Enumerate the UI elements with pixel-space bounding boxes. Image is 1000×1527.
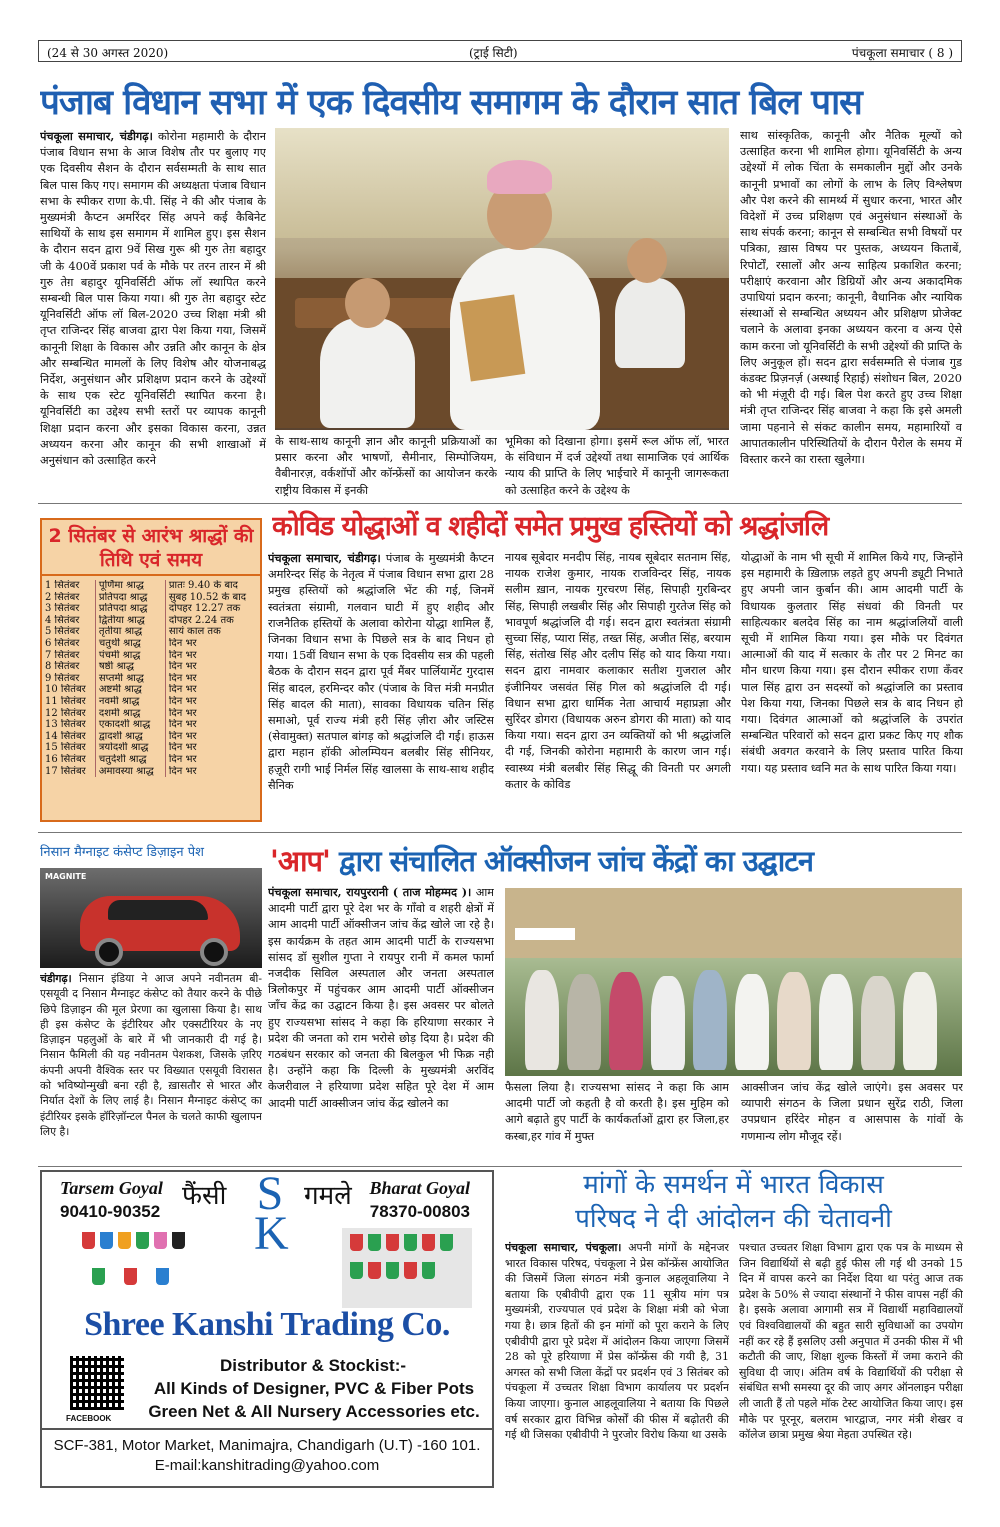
shraddh-tithi: एकादशी श्राद्ध bbox=[95, 719, 165, 731]
story4-col1-text: अपनी मांगों के मद्देनजर भारत विकास परिषद, पंचकूला ने प्रेस कॉन्फ्रेंस आयोजित की जिसमें जिला संगठन मंत्री कुनाल अहलूवालिया ने बताया कि एबीवीपी द्वारा एक 11 सूत्रीय मांग पत्र मुख्यमंत्री, राज्यपाल एवं प्रदेश के शिक्षा मंत्री को भेजा गया है। छात्र हितों की इन मांगों को पूरा कराने के लिए एबीवीपी द्वारा पूरे प्रदेश में आंदोलन किया जाएगा जिसमें 28 को पूरे हरियाणा में प्रेस कॉन्फ्रेंस की गयी है, 31 अगस्त को सभी जिला केंद्रों पर प्रदर्शन एवं 3 सितंबर को पंचकूला में उच्चतर शिक्षा विभाग कार्यालय पर प्रदर्शन किया जाएगा। कुनाल आहलूवालिया ने बताया कि पिछले वर्ष सरकार द्वारा विभिन्न कोर्सों की फीस में बढ़ोतरी की गई थी जिसका एबीवीपी ने पुरजोर विरोध किया था उसके bbox=[505, 1241, 729, 1442]
shraddh-date: 2 सितंबर bbox=[42, 592, 95, 604]
story3-col2: फैसला लिया है। राज्यसभा सांसद ने कहा कि आम आदमी पार्टी जो कहती है वो करती है। इस मुहिम को आगे बढ़ाते हुए पार्टी के कार्यकर्ताओं द्वारा हर जिला,हर कस्बा,हर गांव में मुफ्त bbox=[505, 1081, 729, 1143]
shraddh-time: दिन भर bbox=[168, 637, 197, 649]
ad-monogram-k: K bbox=[254, 1207, 289, 1260]
shraddh-row bbox=[42, 650, 260, 662]
ad-address: SCF-381, Motor Market, Manimajra, Chandigarh (U.T) -160 101. bbox=[53, 1437, 481, 1454]
shraddh-tithi: अमावस्या श्राद्ध bbox=[95, 766, 165, 778]
shraddh-box bbox=[40, 518, 262, 822]
shraddh-time: दिन भर bbox=[168, 649, 197, 661]
story3-col1 bbox=[268, 884, 494, 1162]
shraddh-time: दिन भर bbox=[168, 661, 197, 673]
masthead-section: (ट्राई सिटी) bbox=[469, 46, 518, 60]
shraddh-date: 8 सितंबर bbox=[42, 661, 95, 673]
shraddh-time: दिन भर bbox=[168, 765, 197, 777]
story2-col2: नायब सूबेदार मनदीप सिंह, नायब सूबेदार सतनाम सिंह, नायक राजेश कुमार, नायक राजविन्दर सिंह, नायक सलीम ख़ान, नायक गुरचरण सिंह, सिपाही गुरबिन्दर सिंह, सिपाही लखबीर सिंह और सिपाही गुरतेज सिंह को भावपूर्ण श्रद्धांजलि दी गई। सदन द्वारा स्वतंत्रता संग्रामी सुच्चा सिंह, प्यारा सिंह, तख्त सिंह, अजीत सिंह, बरयाम सिंह, संतोख सिंह और दलीप सिंह को याद किया गया। सदन द्वारा नामवार कलाकार सतीश गुजराल और इंजीनियर जसवंत सिंह गिल को श्रद्धांजलि दी गई। विधान सभा द्वारा धार्मिक नेता आचार्य महाप्रज्ञा और सुरिंदर डोगरा (विधायक अरुन डोगरा की माता) को याद किया गया। सदन द्वारा उन व्यक्तियों को भी श्रद्धांजलि दी गई, जिनकी कोरोना महामारी के कारण जान गई। स्वास्थ्य मंत्री बलबीर सिंह सिद्धू की विनती पर अगली कतार के कोविड bbox=[505, 551, 731, 791]
nissan-car-photo bbox=[40, 868, 262, 968]
ad-qr-code bbox=[70, 1356, 124, 1410]
shraddh-date: 15 सितंबर bbox=[42, 742, 95, 754]
ad-company: Shree Kanshi Trading Co. bbox=[84, 1306, 450, 1343]
shraddh-date: 10 सितंबर bbox=[42, 684, 95, 696]
shraddh-date: 5 सितंबर bbox=[42, 626, 95, 638]
story2-col3: योद्धाओं के नाम भी सूची में शामिल किये गए, जिन्होंने इस महामारी के ख़िलाफ़ लड़ते हुए अपनी ड्यूटी निभाते हुए अपनी जान कुर्बान की। आम आदमी पार्टी के विधायक कुलतार सिंह संधवां की विनती पर साहित्यकार बलदेव सिंह का नाम श्रद्धांजलियों वाली सूची में शामिल किया गया। इस मौके पर दिवंगत आत्माओं की याद में सत्कार के तौर पर 2 मिनट का मौन धारण किया गया। इस दौरान स्पीकर राणा कँवर पाल सिंह द्वारा उन सदस्यों को श्रद्धांजलि का प्रस्ताव पेश किया गया, जिनका पिछले सत्र के बाद निधन हो गया। दिवंगत आत्माओं को श्रद्धांजलि के उपरांत सम्बन्धित परिवारों को सदन द्वारा प्रकट किए गए शौक संबंधी अवगत करवाने के लिए प्रस्ताव पारित किया गया। यह प्रस्ताव ध्वनि मत के साथ पारित किया गया। bbox=[741, 551, 963, 775]
ad-pots-left bbox=[80, 1228, 200, 1308]
shraddh-row bbox=[42, 766, 260, 778]
shraddh-tithi: तृतीया श्राद्ध bbox=[95, 626, 165, 638]
ad-line2: All Kinds of Designer, PVC & Fiber Pots bbox=[153, 1379, 475, 1398]
shraddh-tithi: चतुर्थी श्राद्ध bbox=[95, 638, 165, 650]
shraddh-date: 1 सितंबर bbox=[42, 580, 95, 592]
shraddh-tithi: चतुर्दशी श्राद्ध bbox=[95, 754, 165, 766]
ad-word2: गमले bbox=[304, 1181, 352, 1211]
shraddh-row bbox=[42, 731, 260, 743]
shraddh-tithi: त्रयोदशी श्राद्ध bbox=[95, 742, 165, 754]
ad-right-phone: 78370-00803 bbox=[369, 1202, 470, 1221]
story2-dateline: पंचकूला समाचार, चंडीगढ़। bbox=[268, 551, 381, 565]
story1-col2: के साथ-साथ कानूनी ज्ञान और कानूनी प्रक्रियाओं का प्रसार करना और भाषणों, सैमीनार, सिम्पोजियम, वैबीनारज़, वर्कशॉपों और कॉन्फ्रेंसों का आयोजन करके राष्ट्रीय विकास में इनकी bbox=[275, 435, 497, 497]
shraddh-row bbox=[42, 708, 260, 720]
shraddh-time: प्रातः 9.40 के बाद bbox=[168, 580, 238, 591]
shraddh-time: दिन भर bbox=[168, 707, 197, 719]
story1-col3: भूमिका को दिखाना होगा। इसमें रूल ऑफ लॉ, भारत के संविधान में दर्ज उद्देश्यों तथा सामाजिक एवं आर्थिक न्याय की प्राप्ति के लिए भाईचारे में कानूनी जागरूकता को उत्साहित करने के उद्देश्य के bbox=[505, 435, 729, 497]
shraddh-table bbox=[42, 580, 260, 777]
shraddh-tithi: षष्ठी श्राद्ध bbox=[95, 661, 165, 673]
nissan-story bbox=[40, 971, 262, 1161]
masthead-date: (24 से 30 अगस्त 2020) bbox=[47, 46, 169, 60]
ad-left-name: Tarsem Goyal bbox=[60, 1178, 163, 1198]
shraddh-row bbox=[42, 684, 260, 696]
story3-col3: आक्सीजन जांच केंद्र खोले जाएंगे। इस अवसर पर व्यापारी संगठन के जिला प्रधान सुरेंद्र राठी, जिला उपप्रधान हरिंदेर मोहन व आसपास के गांवों के गणमान्य लोग मौजूद रहें। bbox=[741, 1081, 963, 1143]
shraddh-row bbox=[42, 626, 260, 638]
story1-headline: पंजाब विधान सभा में एक दिवसीय समागम के दौरान सात बिल पास bbox=[40, 83, 862, 123]
story3-headline-row bbox=[270, 840, 962, 884]
shraddh-tithi: पंचमी श्राद्ध bbox=[95, 650, 165, 662]
shraddh-time: दिन भर bbox=[168, 742, 197, 754]
nissan-title: निसान मैग्नाइट कंसेप्ट डिज़ाइन पेश bbox=[40, 845, 204, 860]
shraddh-tithi: नवमी श्राद्ध bbox=[95, 696, 165, 708]
shraddh-time: सायं काल तक bbox=[168, 626, 221, 638]
shraddh-time: सुबह 10.52 के बाद bbox=[168, 591, 247, 603]
shraddh-date: 9 सितंबर bbox=[42, 673, 95, 685]
shraddh-row bbox=[42, 615, 260, 627]
shraddh-date: 17 सितंबर bbox=[42, 766, 95, 778]
oxygen-centre-photo bbox=[505, 888, 962, 1076]
divider bbox=[38, 1166, 962, 1167]
ad-word1: फैंसी bbox=[182, 1181, 227, 1211]
shraddh-row bbox=[42, 592, 260, 604]
ad-right-name: Bharat Goyal bbox=[369, 1178, 470, 1198]
story4-col1 bbox=[505, 1240, 729, 1490]
ad-line3: Green Net & All Nursery Accessories etc. bbox=[148, 1402, 480, 1421]
story4-headline bbox=[505, 1168, 962, 1238]
shraddh-date: 4 सितंबर bbox=[42, 615, 95, 627]
story1-col1-text: कोरोना महामारी के दौरान पंजाब विधान सभा के आज विशेष तौर पर बुलाए गए एक दिवसीय सैशन के दौरान सर्वसम्मती के साथ सात बिल पास किए गए। समागम की अध्यक्षता पंजाब विधान सभा के स्पीकर राणा के.पी. सिंह ने की और पंजाब के मुख्यमंत्री कैप्टन अमरिंदर सिंह अपने कई कैबिनेट साथियों के साथ इस समागम में शामिल हुए। इस सैशन के दौरान सदन द्वारा 9वें सिख गुरू श्री गुरु तेग़ बहादुर जी के 400वें प्रकाश पर्व के मौके पर तरन तारन में श्री गुरु तेग़ बहादुर यूनिवर्सिटी ऑफ लॉ स्थापित करने सम्बन्धी बिल पास किया गया। श्री गुरु तेग़ बहादुर स्टेट यूनिवर्सिटी ऑफ लॉ बिल-2020 उच्च शिक्षा मंत्री श्री तृप्त राजिन्दर सिंह बाजवा द्वारा पेश किया गया, जिसमें कानूनी शिक्षा के विकास और उन्नति और कानून के क्षेत्र और सम्बन्धित मामलों के लिए विशेष और योजनाबद्ध निर्देश, अनुसंधान और प्रशिक्षण प्रदान करने के उद्देश्यों के साथ एक स्टेट यूनिवर्सिटी स्थापित करना है। यूनिवर्सिटी का उद्देश्य सभी स्तरों पर व्यापक कानूनी शिक्षा प्रदान करना और इसका विकास करना, उन्नत अध्ययन करना और कानून की सभी शाखाओं में अनुसंधान को उत्साहित करने bbox=[40, 130, 266, 468]
shraddh-row bbox=[42, 742, 260, 754]
nissan-badge: MAGNITE bbox=[45, 872, 87, 881]
shraddh-title: 2 सितंबर से आरंभ श्राद्धों की तिथि एवं समय bbox=[42, 520, 260, 576]
ad-pots-right bbox=[342, 1228, 472, 1308]
ad-line1: Distributor & Stockist:- bbox=[219, 1356, 407, 1375]
story4-headline-line1: मांगों के समर्थन में भारत विकास bbox=[583, 1170, 884, 1200]
ad-qr-caption: FACEBOOK bbox=[66, 1414, 112, 1423]
shraddh-date: 14 सितंबर bbox=[42, 731, 95, 743]
story3-col1-text: आम आदमी पार्टी द्वारा पूरे देश भर के गाँवो व शहरी क्षेत्रों में आम आदमी पार्टी ऑक्सीजन जांच केंद्र खोले जा रहे है। इस कार्यक्रम के तहत आम आदमी पार्टी के राज्यसभा सांसद डॉ सुशील गुप्ता ने रायपुर रानी में कमल फार्मा नजदीक सिविल अस्पताल और जनता अस्पताल त्रिलोकपुर में पहुंचकर आम आदमी पार्टी ऑक्सीजन जाँच केंद्र का उद्घाटन किया है। इस अवसर पर बोलते हुए राज्यसभा सांसद ने कहा कि हरियाणा सरकार ने प्रदेश की जनता को राम भरोसे छोड़ दिया है। प्रदेश की गठबंधन सरकार को जनता की बिलकुल भी फिक्र नही है। उन्होंने कहा कि दिल्ली के मुख्यमंत्री अरविंद केजरीवाल ने हरियाणा प्रदेश सहित पूरे देश में आम आदमी पार्टी आक्सीजन जांच केंद्र खोलने का bbox=[268, 886, 494, 1110]
story1-col1 bbox=[40, 128, 266, 496]
shraddh-date: 6 सितंबर bbox=[42, 638, 95, 650]
assembly-photo bbox=[275, 128, 729, 430]
shraddh-tithi: अष्टमी श्राद्ध bbox=[95, 684, 165, 696]
shraddh-date: 16 सितंबर bbox=[42, 754, 95, 766]
shraddh-tithi: दशमी श्राद्ध bbox=[95, 708, 165, 720]
story1-dateline: पंचकूला समाचार, चंडीगढ़। bbox=[40, 129, 153, 143]
shraddh-time: दिन भर bbox=[168, 695, 197, 707]
shraddh-row bbox=[42, 603, 260, 615]
ad-monogram bbox=[254, 1170, 289, 1264]
shraddh-date: 7 सितंबर bbox=[42, 650, 95, 662]
shraddh-tithi: सप्तमी श्राद्ध bbox=[95, 673, 165, 685]
story3-headline: द्वारा संचालित ऑक्सीजन जांच केंद्रों का उद्घाटन bbox=[338, 844, 813, 878]
shraddh-time: दिन भर bbox=[168, 684, 197, 696]
shraddh-time: दिन भर bbox=[168, 753, 197, 765]
ad-monogram-s: S bbox=[256, 1170, 284, 1220]
shraddh-row bbox=[42, 696, 260, 708]
shraddh-row bbox=[42, 638, 260, 650]
story4-dateline: पंचकूला समाचार, पंचकूला। bbox=[505, 1241, 622, 1254]
divider bbox=[38, 832, 962, 833]
shraddh-tithi: द्वितीया श्राद्ध bbox=[95, 615, 165, 627]
shraddh-time: दोपहर 12.27 तक bbox=[168, 603, 241, 615]
shraddh-row bbox=[42, 580, 260, 592]
masthead bbox=[38, 40, 962, 62]
ad-email: E-mail:kanshitrading@yahoo.com bbox=[154, 1457, 380, 1474]
shraddh-tithi: प्रतिपदा श्राद्ध bbox=[95, 592, 165, 604]
shraddh-date: 13 सितंबर bbox=[42, 719, 95, 731]
ad-footer bbox=[42, 1428, 492, 1486]
shraddh-row bbox=[42, 719, 260, 731]
shraddh-time: दोपहर 2.24 तक bbox=[168, 614, 234, 626]
shraddh-tithi: पूर्णिमा श्राद्ध bbox=[95, 580, 165, 592]
ad-left-phone: 90410-90352 bbox=[60, 1202, 161, 1221]
shraddh-row bbox=[42, 754, 260, 766]
story1-col4: साथ सांस्कृतिक, कानूनी और नैतिक मूल्यों को उत्साहित करना भी शामिल होगा। यूनिवर्सिटी के अन्य उद्देश्यों में लोक चिंता के समकालीन मुद्दों और उनके कानूनी प्रभावों का लोगों के लाभ के लिए विश्लेषण और पेश करने की सामर्थ्य में सुधार करना, भारत और विदेशों में उच्च प्रशिक्षण एवं अनुसंधान संस्थाओं के साथ संपर्क करना; कानून से सम्बन्धित सभी विषयों पर पत्रिका, ख़ास विषय पर पुस्तक, अध्ययन किताबें, रिपोर्टों, रसालों और अन्य साहित्य प्रकाशित करना; परीक्षाएं करवाना और डिग्रियों और अन्य अकादमिक उपाधियां प्रदान करना; कानूनी, वैधानिक और न्यायिक संस्थाओं से सम्बन्धित अध्ययन और प्रशिक्षण प्रोजेक्ट चलाने के अलावा इनका अध्ययन करना व अन्य ऐसे काम करना जो यूनिवर्सिटी के सभी उद्देश्यों की प्राप्ति के लिए अनुकूल हों। सदन द्वारा सर्वसम्मति से पंजाब गुड कंडक्ट प्रिज़नर्ज़ (अस्थाई रिहाई) संशोधन बिल, 2020 को भी मंज़ूरी दी गई। बिल पेश करते हुए उच्च शिक्षा मंत्री तृप्त राजिन्दर सिंह बाजवा ने कहा कि इसे अमली जामा पहनाने से संकट कालीन समय, महामारियों व आपातकालीन परिस्थितियों के दौरान पैरोल के समय में विस्तार करने का रास्ता खुलेगा। bbox=[740, 129, 962, 467]
shraddh-tithi: प्रतिपदा श्राद्ध bbox=[95, 603, 165, 615]
story4-headline-line2: परिषद ने दी आंदोलन की चेतावनी bbox=[575, 1204, 892, 1234]
shraddh-time: दिन भर bbox=[168, 719, 197, 731]
shraddh-date: 3 सितंबर bbox=[42, 603, 95, 615]
shraddh-tithi: द्वादशी श्राद्ध bbox=[95, 731, 165, 743]
story3-dateline: पंचकूला समाचार, रायपुररानी ( ताज मोहम्मद )। bbox=[268, 885, 472, 899]
shraddh-time: दिन भर bbox=[168, 730, 197, 742]
divider bbox=[38, 503, 962, 504]
masthead-paper: पंचकूला समाचार ( 8 ) bbox=[851, 46, 953, 60]
shraddh-time: दिन भर bbox=[168, 672, 197, 684]
nissan-dateline: चंडीगढ़। bbox=[40, 972, 72, 985]
story2-col1 bbox=[268, 550, 494, 824]
shraddh-row bbox=[42, 661, 260, 673]
story4-col2: पश्चात उच्चतर शिक्षा विभाग द्वारा एक पत्र के माध्यम से जिन विद्यार्थियों से बढ़ी हुई फीस ली गई थी उनको 15 दिन में वापस करने का निर्देश दिया था परंतु आज तक प्रदेश के 50% से ज्यादा संस्थानों ने फीस वापस नहीं की है। इसके अलावा आगामी सत्र में विद्यार्थी महाविद्यालयों एवं विश्वविद्यालयों की बहुत सारी सुविधाओं का उपयोग नहीं कर रहे हैं इसलिए उसी अनुपात में उनकी फीस में भी कटौती की जाए, शिक्षा शुल्क किस्तों में जमा कराने की सुविधा दी जाए। अंतिम वर्ष के विद्यार्थियों की परीक्षा से संबंधित सभी समस्या दूर की जाए अगर ऑनलाइन परीक्षा ली जाती हैं तो पहले मॉक टेस्ट आयोजित किया जाए। इस मौके पर पूरनूर, बलराम भारद्वाज, नगर मंत्री शेखर व कॉलेज छात्रा प्रमुख श्रेया मेहता उपस्थित रहे। bbox=[739, 1241, 963, 1442]
shraddh-date: 12 सितंबर bbox=[42, 708, 95, 720]
shraddh-date: 11 सितंबर bbox=[42, 696, 95, 708]
story3-headline-quote: 'आप' bbox=[270, 844, 330, 878]
nissan-body: निसान इंडिया ने आज अपने नवीनतम बी-एसयूवी द निसान मैग्नाइट कंसेप्ट को तैयार करने के पीछे छिपे डिज़ाइन की मूल प्रेरणा का खुलासा किया है। साथ ही इस कंसेप्ट के इंटीरियर और एक्सटीरियर के नए डिज़ाइन पहलुओं के बारे में भी जानकारी दी गई है। निसान फैमिली की यह नवीनतम पेशकश, जिसके ज़रिए कंपनी अपनी वैश्विक स्तर पर विख्यात एसयूवी विरासत को भविष्योन्मुखी बना रही है, ख़ासतौर से भारत और निर्यात देशों के लिए लाई है। निसान मैग्नाइट कंसेप्ट् का इंटीरियर इसके हॉरिज़ॉन्टल पैनल के चलते काफी खुलापन लिए है। bbox=[40, 972, 262, 1138]
story2-headline: कोविड योद्धाओं व शहीदों समेत प्रमुख हस्तियों को श्रद्धांजलि bbox=[272, 511, 829, 542]
shraddh-row bbox=[42, 673, 260, 685]
story2-col1-text: पंजाब के मुख्यमंत्री कैप्टन अमरिन्दर सिंह के नेतृत्व में पंजाब विधान सभा द्वारा 28 प्रमुख हस्तियों को श्रद्धांजलि भेंट की गई, जिनमें स्वतंत्रता संग्रामी, गलवान घाटी में हुए शहीद और राजनैतिक हस्तियों के अलावा कोरोना योद्धा शामिल हैं, जिनका विधान सभा के पिछले सत्र के बाद निधन हो गया। 15वीं विधान सभा के एक दिवसीय सत्र की पहली बैठक के दौरान सदन द्वारा पूर्व मैंबर पार्लियामेंट गुरदास सिंह बादल, हरमिन्दर कौर (पंजाब के वित्त मंत्री मनप्रीत सिंह बादल की माता), सावका विधायक चतिन सिंह समाओ, पूर्व राज्य मंत्री हरी सिंह ज़ीरा और जस्टिस (सेवामुक्त) सतपाल बांगड़ को श्रद्धांजलि दी गई। हाऊस द्वारा महान हॉकी ओलम्पियन बलबीर सिंह सीनियर, हज़ूरी रागी भाई निर्मल सिंह खालसा के साथ-साथ शहीद सैनिक bbox=[268, 552, 494, 792]
kanshi-ad bbox=[40, 1170, 494, 1488]
